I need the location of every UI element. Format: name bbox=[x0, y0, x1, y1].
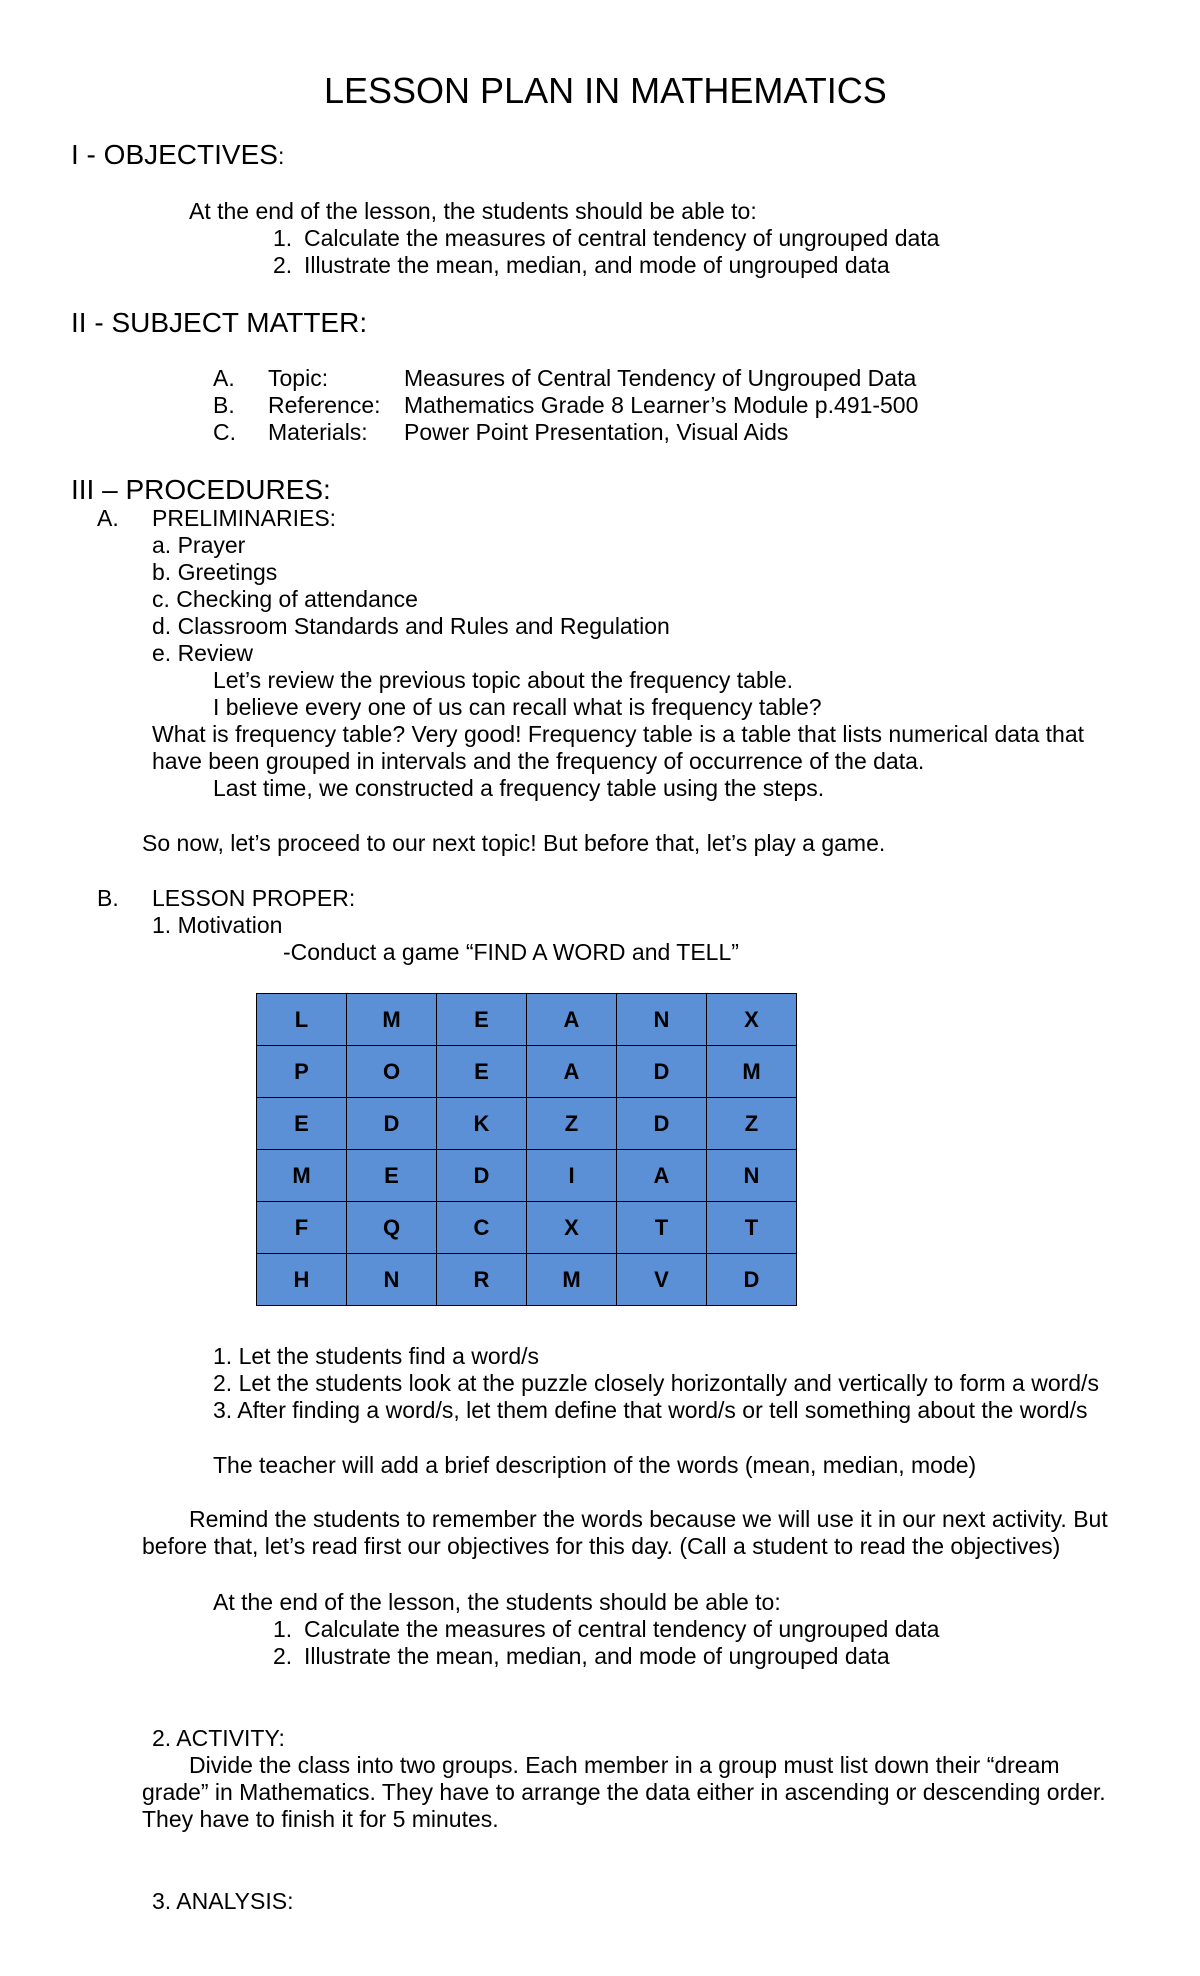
puzzle-row bbox=[257, 1046, 797, 1098]
preliminary-item: a. Prayer bbox=[152, 532, 246, 558]
objectives-heading-text: I - OBJECTIVES bbox=[71, 139, 278, 170]
puzzle-row bbox=[257, 1254, 797, 1306]
puzzle-cell: Z bbox=[707, 1098, 797, 1150]
puzzle-cell: M bbox=[347, 994, 437, 1046]
analysis-heading: 3. ANALYSIS: bbox=[152, 1888, 294, 1914]
puzzle-cell: I bbox=[527, 1150, 617, 1202]
puzzle-cell: D bbox=[347, 1098, 437, 1150]
puzzle-row bbox=[257, 1150, 797, 1202]
preliminaries-letter: A. bbox=[97, 505, 119, 531]
game-step: 1. Let the students find a word/s bbox=[213, 1343, 540, 1369]
lesson-proper-letter: B. bbox=[97, 885, 119, 911]
preliminary-item: c. Checking of attendance bbox=[152, 586, 418, 612]
subject-label: Materials: bbox=[268, 419, 368, 445]
objective-number: 2. bbox=[273, 252, 293, 278]
procedures-heading: III – PROCEDURES: bbox=[71, 474, 331, 505]
puzzle-cell: T bbox=[707, 1202, 797, 1254]
remind-line: before that, let’s read first our objectives for this day. (Call a student to read the objectives) bbox=[142, 1533, 1061, 1559]
subject-label: Topic: bbox=[268, 365, 329, 391]
motivation-heading: 1. Motivation bbox=[152, 912, 283, 938]
subject-letter: B. bbox=[213, 392, 235, 418]
objective-number: 1. bbox=[273, 225, 293, 251]
puzzle-cell: D bbox=[617, 1046, 707, 1098]
puzzle-cell: E bbox=[347, 1150, 437, 1202]
objective-number: 1. bbox=[273, 1616, 293, 1642]
lesson-proper-heading: LESSON PROPER: bbox=[152, 885, 356, 911]
puzzle-cell: O bbox=[347, 1046, 437, 1098]
review-line: What is frequency table? Very good! Frequency table is a table that lists numerical data that bbox=[152, 721, 1085, 747]
page-title: LESSON PLAN IN MATHEMATICS bbox=[324, 70, 887, 111]
remind-line: Remind the students to remember the words because we will use it in our next activity. But bbox=[189, 1506, 1108, 1532]
puzzle-cell: R bbox=[437, 1254, 527, 1306]
review-line: have been grouped in intervals and the frequency of occurrence of the data. bbox=[152, 748, 925, 774]
puzzle-cell: M bbox=[707, 1046, 797, 1098]
objectives-heading bbox=[71, 138, 284, 173]
transition-text: So now, let’s proceed to our next topic! But before that, let’s play a game. bbox=[142, 830, 886, 856]
objectives-intro: At the end of the lesson, the students should be able to: bbox=[189, 198, 757, 224]
puzzle-cell: D bbox=[437, 1150, 527, 1202]
puzzle-row bbox=[257, 1098, 797, 1150]
subject-letter: C. bbox=[213, 419, 236, 445]
game-step: 2. Let the students look at the puzzle closely horizontally and vertically to form a word/s bbox=[213, 1370, 1099, 1396]
subject-letter: A. bbox=[213, 365, 235, 391]
puzzle-cell: C bbox=[437, 1202, 527, 1254]
objective-number: 2. bbox=[273, 1643, 293, 1669]
puzzle-row bbox=[257, 994, 797, 1046]
puzzle-cell: X bbox=[707, 994, 797, 1046]
objective-item: Illustrate the mean, median, and mode of ungrouped data bbox=[304, 252, 890, 278]
game-step: 3. After finding a word/s, let them define that word/s or tell something about the word/s bbox=[213, 1397, 1088, 1423]
puzzle-cell: A bbox=[617, 1150, 707, 1202]
puzzle-cell: E bbox=[437, 1046, 527, 1098]
puzzle-cell: M bbox=[527, 1254, 617, 1306]
activity-line: Divide the class into two groups. Each member in a group must list down their “dream bbox=[189, 1752, 1060, 1778]
puzzle-cell: Z bbox=[527, 1098, 617, 1150]
puzzle-cell: D bbox=[617, 1098, 707, 1150]
puzzle-row bbox=[257, 1202, 797, 1254]
subject-value: Mathematics Grade 8 Learner’s Module p.491-500 bbox=[404, 392, 919, 418]
objective-item: Calculate the measures of central tendency of ungrouped data bbox=[304, 1616, 940, 1642]
puzzle-cell: Q bbox=[347, 1202, 437, 1254]
activity-line: They have to finish it for 5 minutes. bbox=[142, 1806, 499, 1832]
preliminary-item: e. Review bbox=[152, 640, 253, 666]
puzzle-cell: A bbox=[527, 1046, 617, 1098]
preliminary-item: b. Greetings bbox=[152, 559, 278, 585]
puzzle-cell: A bbox=[527, 994, 617, 1046]
objective-item: Illustrate the mean, median, and mode of ungrouped data bbox=[304, 1643, 890, 1669]
subject-label: Reference: bbox=[268, 392, 381, 418]
objectives-intro-repeat: At the end of the lesson, the students should be able to: bbox=[213, 1589, 781, 1615]
objective-item: Calculate the measures of central tendency of ungrouped data bbox=[304, 225, 940, 251]
puzzle-cell: X bbox=[527, 1202, 617, 1254]
activity-heading: 2. ACTIVITY: bbox=[152, 1725, 285, 1751]
puzzle-cell: V bbox=[617, 1254, 707, 1306]
review-line: Let’s review the previous topic about the frequency table. bbox=[213, 667, 794, 693]
puzzle-cell: F bbox=[257, 1202, 347, 1254]
subject-value: Measures of Central Tendency of Ungrouped Data bbox=[404, 365, 917, 391]
subject-value: Power Point Presentation, Visual Aids bbox=[404, 419, 789, 445]
review-line: I believe every one of us can recall what is frequency table? bbox=[213, 694, 822, 720]
puzzle-cell: N bbox=[617, 994, 707, 1046]
puzzle-cell: H bbox=[257, 1254, 347, 1306]
subject-matter-heading: II - SUBJECT MATTER: bbox=[71, 307, 368, 338]
word-puzzle-grid bbox=[256, 993, 797, 1306]
preliminary-item: d. Classroom Standards and Rules and Regulation bbox=[152, 613, 670, 639]
puzzle-cell: D bbox=[707, 1254, 797, 1306]
puzzle-cell: N bbox=[707, 1150, 797, 1202]
puzzle-cell: T bbox=[617, 1202, 707, 1254]
review-line: Last time, we constructed a frequency table using the steps. bbox=[213, 775, 825, 801]
puzzle-cell: N bbox=[347, 1254, 437, 1306]
puzzle-cell: P bbox=[257, 1046, 347, 1098]
puzzle-cell: L bbox=[257, 994, 347, 1046]
activity-line: grade” in Mathematics. They have to arrange the data either in ascending or descending order. bbox=[142, 1779, 1106, 1805]
puzzle-cell: E bbox=[437, 994, 527, 1046]
objectives-heading-colon: : bbox=[277, 143, 285, 169]
puzzle-cell: K bbox=[437, 1098, 527, 1150]
motivation-game: -Conduct a game “FIND A WORD and TELL” bbox=[283, 939, 739, 965]
preliminaries-heading: PRELIMINARIES: bbox=[152, 505, 337, 531]
puzzle-cell: E bbox=[257, 1098, 347, 1150]
teacher-note: The teacher will add a brief description of the words (mean, median, mode) bbox=[213, 1452, 977, 1478]
puzzle-cell: M bbox=[257, 1150, 347, 1202]
